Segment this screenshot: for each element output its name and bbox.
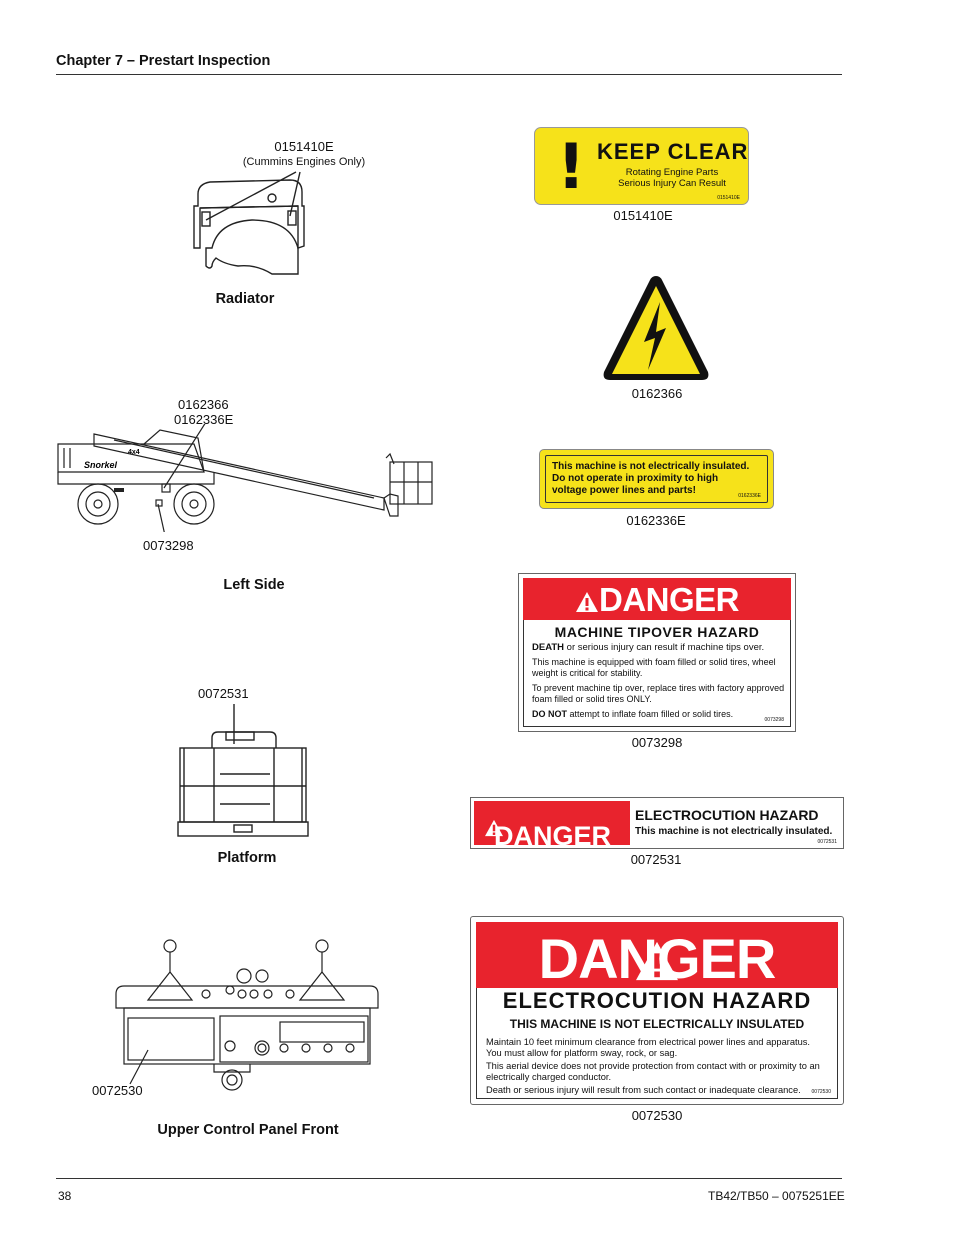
panel-caption: Upper Control Panel Front: [157, 1122, 339, 1138]
electrocution-large-caption: 0072530: [631, 1108, 683, 1123]
radiator-caption: Radiator: [215, 291, 275, 307]
header-rule: [56, 74, 842, 75]
warning-triangle-icon: [575, 591, 599, 613]
radiator-illustration: [186, 166, 312, 278]
control-panel-illustration: [112, 934, 382, 1094]
radiator-note: (Cummins Engines Only): [242, 156, 366, 168]
tipover-paragraph-1: This machine is equipped with foam filled or solid tires, wheel weight is critical for stability.: [532, 657, 776, 678]
electrocution-large-body: [476, 988, 838, 1099]
not-insulated-line2: Do not operate in proximity to high: [552, 473, 719, 484]
keep-clear-caption: 0151410E: [613, 208, 673, 223]
machine-brand: Snorkel: [84, 460, 118, 470]
not-insulated-border: [545, 455, 768, 503]
electrocution-small-sub: This machine is not electrically insulated.: [635, 826, 833, 837]
electrocution-small-code: 0072531: [817, 839, 837, 845]
keep-clear-decal: [534, 127, 749, 205]
not-insulated-line1: This machine is not electrically insulated.: [552, 461, 750, 472]
electrocution-small-heading: ELECTROCUTION HAZARD: [635, 807, 819, 823]
machine-badge: 4x4: [128, 449, 140, 456]
tipover-danger-band: [523, 578, 791, 620]
electrocution-small-caption: 0072531: [630, 852, 682, 867]
electrocution-small-decal: [470, 797, 844, 849]
page-number: 38: [58, 1189, 72, 1203]
tipover-danger-decal: [518, 573, 796, 732]
keep-clear-code: 0151410E: [717, 195, 740, 201]
not-insulated-decal: [539, 449, 774, 509]
tipover-caption: 0073298: [631, 735, 683, 750]
not-insulated-line3: voltage power lines and parts!: [552, 485, 696, 496]
keep-clear-text: [607, 167, 737, 189]
electrocution-large-code: 0072530: [811, 1089, 831, 1095]
electrocution-large-paragraph-2: This aerial device does not provide protection from contact with or proximity to an electrically charged conductor.: [486, 1061, 820, 1082]
electrocution-large-band: [476, 922, 838, 988]
electrocution-large-heading: ELECTROCUTION HAZARD: [502, 988, 812, 1013]
tipover-body: [523, 620, 791, 727]
tipover-paragraph-3: DO NOT attempt to inflate foam filled or solid tires.: [532, 709, 734, 719]
not-insulated-code: 0162336E: [738, 493, 761, 499]
platform-part-label: 0072531: [198, 686, 249, 701]
panel-part-label: 0072530: [92, 1083, 143, 1098]
tipover-heading: MACHINE TIPOVER HAZARD: [554, 624, 760, 640]
electrocution-large-decal: [470, 916, 844, 1105]
electrical-caption: 0162366: [631, 386, 683, 401]
platform-illustration: [176, 704, 310, 838]
left-side-part-c: 0073298: [143, 538, 194, 553]
platform-caption: Platform: [217, 850, 277, 866]
tipover-code: 0073298: [764, 717, 784, 723]
not-insulated-caption: 0162336E: [626, 513, 686, 528]
keep-clear-line2: Serious Injury Can Result: [618, 178, 726, 189]
electrocution-large-paragraph-1: Maintain 10 feet minimum clearance from electrical power lines and apparatus. You must allow for platform sway, rock, or sag.: [486, 1037, 810, 1058]
left-side-part-a: 0162366: [178, 397, 229, 412]
electrical-hazard-triangle-icon: [600, 272, 712, 384]
not-insulated-text: [552, 461, 749, 497]
tipover-paragraph-2: To prevent machine tip over, replace tires with factory approved foam filled or solid tires ONLY.: [532, 683, 785, 704]
tipover-death-line: DEATH or serious injury can result if machine tips over.: [532, 642, 765, 653]
keep-clear-title: KEEP CLEAR: [597, 139, 749, 164]
electrocution-large-paragraph-3: Death or serious injury will result from such contact or inadequate clearance.: [486, 1085, 801, 1095]
left-side-part-b: 0162336E: [174, 412, 234, 427]
electrocution-large-signal: DANGER: [538, 927, 776, 990]
radiator-part-label: 0151410E: [274, 139, 334, 154]
tipover-signal: DANGER: [575, 581, 739, 619]
machine-left-side-illustration: [54, 424, 438, 532]
document-id: TB42/TB50 – 0075251EE: [708, 1189, 845, 1203]
electrocution-large-sub: THIS MACHINE IS NOT ELECTRICALLY INSULATED: [509, 1017, 805, 1031]
footer-rule: [56, 1178, 842, 1179]
electrocution-small-signal: DANGER: [484, 811, 504, 842]
electrocution-small-band: [474, 801, 630, 851]
keep-clear-line1: Rotating Engine Parts: [625, 167, 719, 178]
left-side-caption: Left Side: [223, 577, 285, 593]
chapter-title: Chapter 7 – Prestart Inspection: [56, 53, 271, 69]
exclamation-icon: !: [557, 130, 586, 203]
